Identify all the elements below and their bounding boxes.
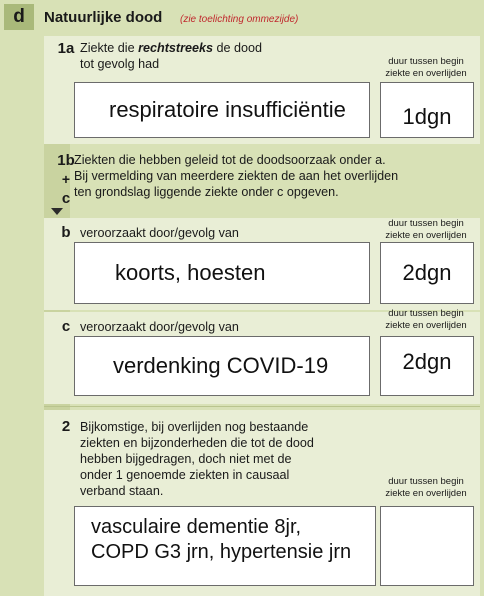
row-b-number: b [61,224,71,241]
row-c-label: veroorzaakt door/gevolg van [80,320,239,334]
row-2-label: Bijkomstige, bij overlijden nog bestaande ziekten en bijzonderheden die tot de dood hebben bijgedragen, doch niet met de onder 1 genoemde ziekten in causaal verband staan. [80,420,314,498]
cause-b-value: koorts, hoesten [115,260,266,285]
section-letter: d [4,4,34,30]
row-c-duration-label: duur tussen begin ziekte en overlijden [385,308,467,331]
row-1a-number: 1a [57,40,75,57]
cause-b-field[interactable] [74,242,370,304]
duration-2-field[interactable] [380,506,474,586]
section-title: Natuurlijke dood [44,9,163,26]
arrow-down-icon [51,208,63,215]
row-1b-number: 1b [57,152,75,169]
contributing-conditions-field[interactable] [74,506,376,586]
row-1bc-instructions: Ziekten die hebben geleid tot de doodsoorzaak onder a. Bij vermelding van meerdere ziekten de aan het overlijden ten grondslag liggende ziekte onder c opgeven. [74,153,399,199]
section-note: (zie toelichting ommezijde) [180,14,299,25]
duration-c-field[interactable] [380,336,474,396]
duration-1a-value: 1dgn [402,104,452,129]
row-b-duration-label: duur tussen begin ziekte en overlijden [385,218,467,241]
duration-b-field[interactable] [380,242,474,304]
contributing-conditions-value: vasculaire dementie 8jr, COPD G3 jrn, hypertensie jrn [91,516,352,563]
row-c-number: c [61,318,71,335]
divider [44,406,480,407]
duration-c-value: 2dgn [402,349,452,374]
row-2-number: 2 [61,418,71,435]
row-1a-duration-label: duur tussen begin ziekte en overlijden [385,56,467,79]
cause-1a-value: respiratoire insufficiëntie [109,97,346,122]
row-2-duration-label: duur tussen begin ziekte en overlijden [385,476,467,499]
cause-1a-field[interactable] [74,82,370,138]
cause-c-value: verdenking COVID-19 [113,353,329,378]
cause-c-field[interactable] [74,336,370,396]
row-b-label: veroorzaakt door/gevolg van [80,226,239,240]
row-1c-number: c [61,190,71,207]
row-1bc-plus: + [61,171,71,187]
row-1a-label: Ziekte die rechtstreeks de dood tot gevolg had [80,41,263,71]
duration-1a-field[interactable] [380,82,474,138]
duration-b-value: 2dgn [402,260,452,285]
